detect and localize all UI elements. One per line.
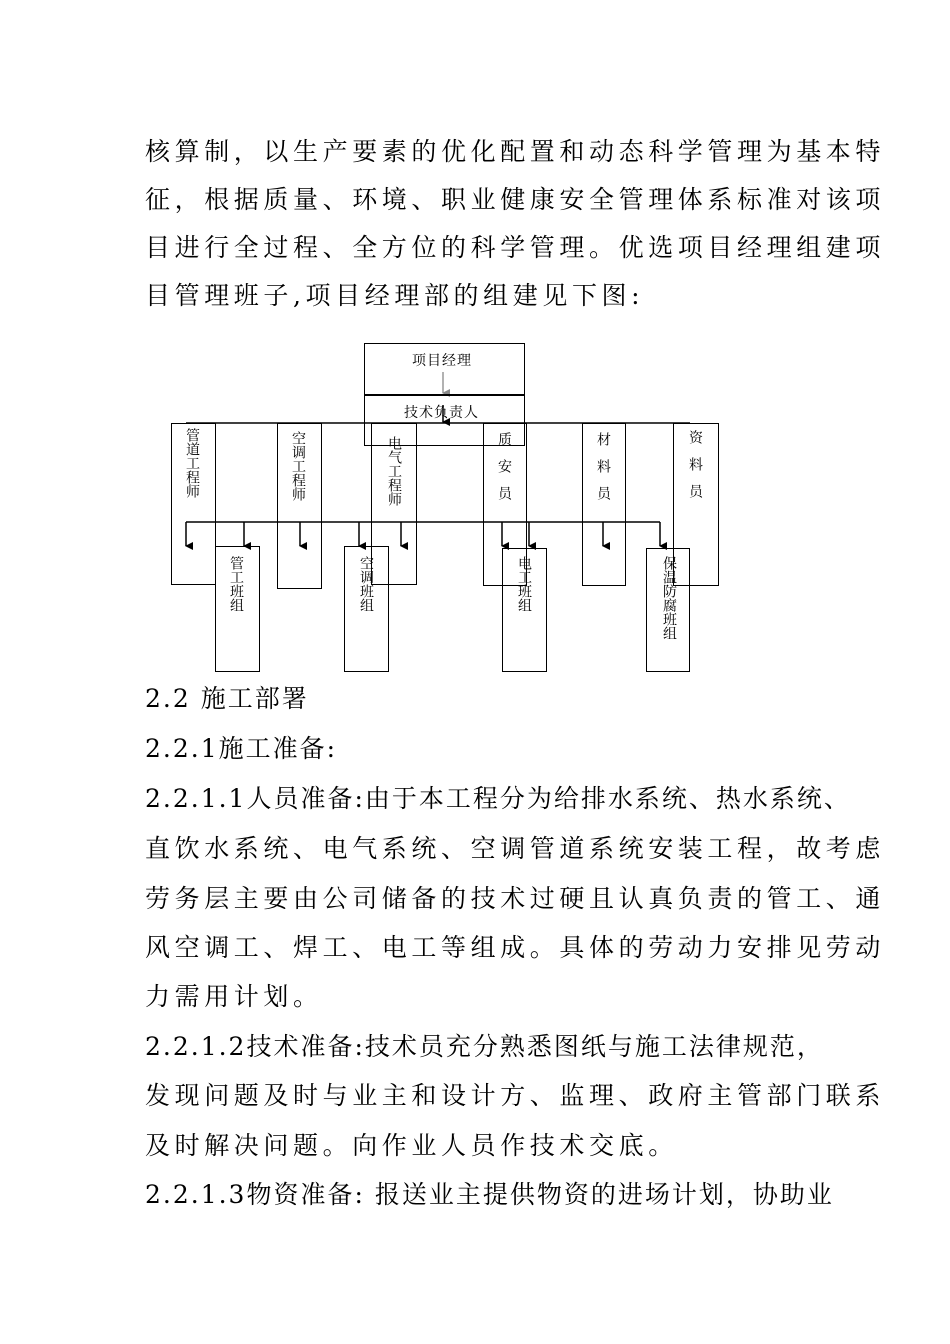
body-line-4: 风空调工、焊工、电工等组成。具体的劳动力安排见劳动: [145, 933, 886, 962]
electrical-team-label: 电工班组: [516, 556, 532, 612]
body-line-3: 劳务层主要由公司储备的技术过硬且认真负责的管工、通: [145, 884, 886, 913]
body-line-2: 直饮水系统、电气系统、空调管道系统安装工程，故考虑: [145, 834, 886, 863]
body-line-1: 2.2.1.1人员准备:由于本工程分为给排水系统、热水系统、: [145, 784, 851, 813]
intro-line-3: 目进行全过程、全方位的科学管理。优选项目经理组建项: [145, 233, 886, 262]
quality-safety-label: 质安员: [496, 432, 512, 513]
electrical-engineer-label: 电气工程师: [386, 436, 402, 506]
project-manager-label: 项目经理: [412, 353, 472, 369]
tech-lead-label: 技术负责人: [404, 405, 479, 421]
body-line-6: 2.2.1.2技术准备:技术员充分熟悉图纸与施工法律规范，: [145, 1032, 824, 1061]
body-line-5: 力需用计划。: [145, 982, 323, 1011]
pipe-team-label: 管工班组: [228, 556, 244, 612]
intro-line-1: 核算制，以生产要素的优化配置和动态科学管理为基本特: [145, 137, 886, 166]
body-line-8: 及时解决问题。向作业人员作技术交底。: [145, 1131, 678, 1160]
insulation-team-label: 保温防腐班组: [661, 556, 677, 640]
ac-engineer-label: 空调工程师: [290, 431, 306, 501]
subsection-title: 2.2.1施工准备:: [145, 734, 338, 763]
body-line-7: 发现问题及时与业主和设计方、监理、政府主管部门联系: [145, 1081, 886, 1110]
intro-line-4: 目管理班子,项目经理部的组建见下图:: [145, 281, 645, 310]
intro-line-2: 征，根据质量、环境、职业健康安全管理体系标准对该项: [145, 185, 886, 214]
documents-label: 资料员: [687, 430, 703, 511]
body-line-9: 2.2.1.3物资准备: 报送业主提供物资的进场计划，协助业: [145, 1180, 834, 1209]
section-title: 2.2 施工部署: [145, 684, 309, 713]
materials-label: 材料员: [595, 432, 611, 513]
pipe-engineer-label: 管道工程师: [184, 428, 200, 498]
ac-team-label: 空调班组: [358, 556, 374, 612]
